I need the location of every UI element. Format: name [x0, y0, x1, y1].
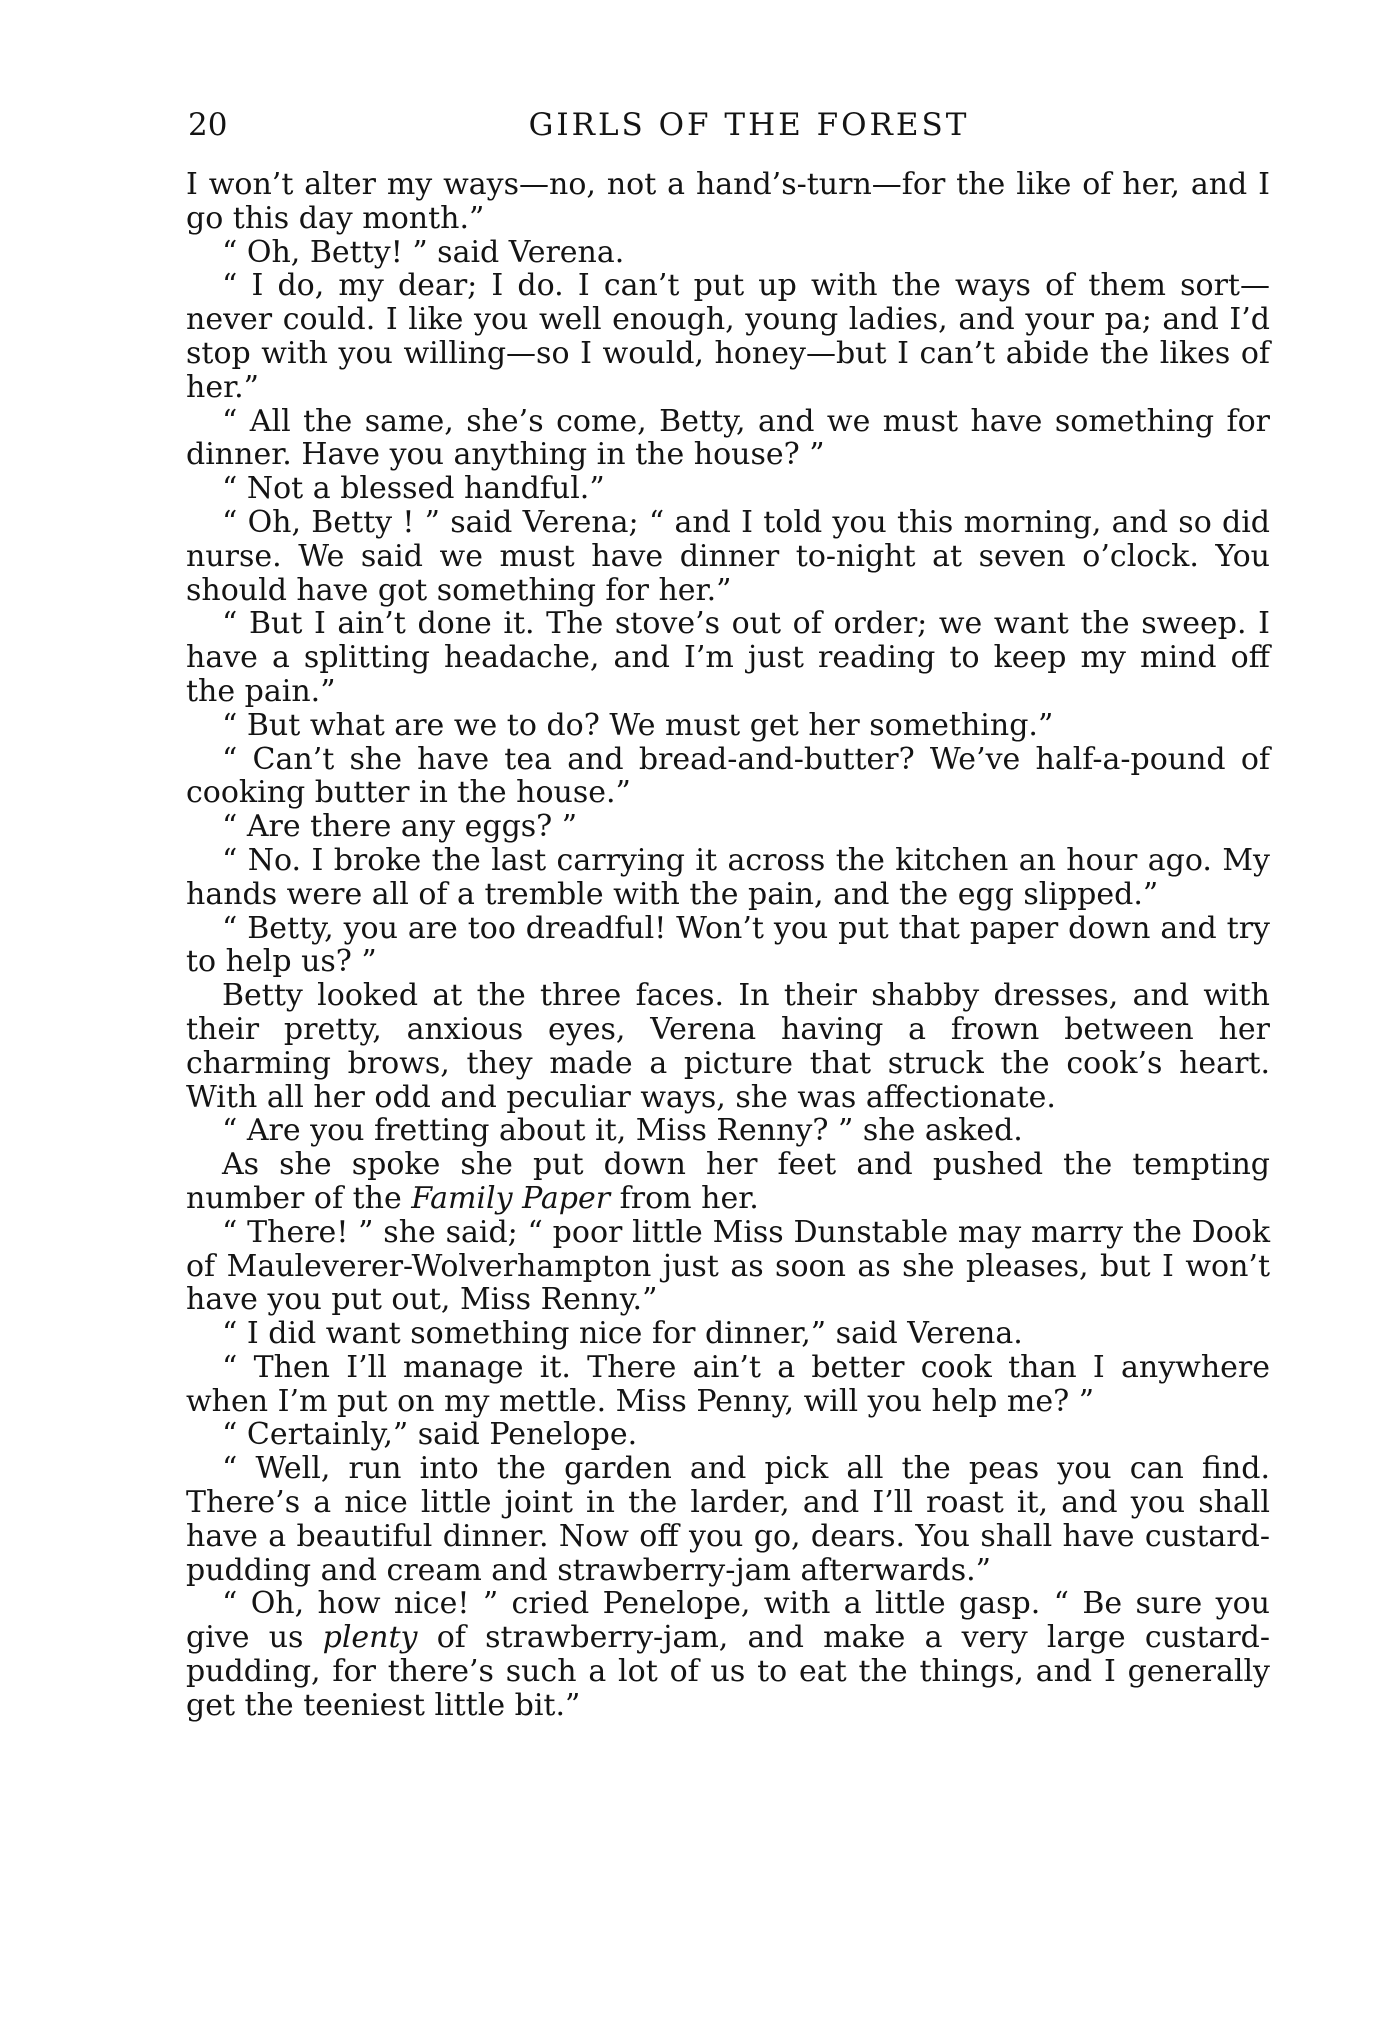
paragraph: “ Certainly,” said Penelope.	[222, 1417, 638, 1453]
running-head	[188, 103, 1270, 147]
paragraph: “ Oh, Betty! ” said Verena.	[222, 234, 625, 270]
paragraph: “ I do, my dear; I do. I can’t put up with the ways of them sort—never could. I like you well enough, young ladies, and your pa; and I’d stop with you willing—so I would, honey—but I can’t abide the likes of her.”	[186, 268, 1270, 405]
paragraph: “ Can’t she have tea and bread-and-butter? We’ve half-a-pound of cooking butter in the house.”	[186, 741, 1270, 811]
paragraph: “ Are you fretting about it, Miss Renny? ” she asked.	[222, 1113, 1023, 1149]
paragraph-text: of strawberry-jam, and make a very large custard-pudding, for there’s such a lot of us to eat the things, and I generally get the teeniest little bit.”	[186, 1620, 1270, 1723]
paragraph: “ Well, run into the garden and pick all the peas you can find. There’s a nice little joint in the larder, and I’ll roast it, and you shall have a beautiful dinner. Now off you go, dears. You shall have custard-pudding and cream and strawberry-jam afterwards.”	[186, 1451, 1270, 1588]
paragraph: “ Not a blessed handful.”	[222, 471, 605, 507]
paragraph: “ No. I broke the last carrying it across the kitchen an hour ago. My hands were all of a tremble with the pain, and the egg slipped.”	[186, 842, 1270, 912]
italic-title: Family Paper	[411, 1180, 611, 1216]
italic-emphasis: plenty	[322, 1620, 418, 1656]
book-title: GIRLS OF THE FOREST	[528, 107, 970, 143]
paragraph: “ Then I’ll manage it. There ain’t a better cook than I anywhere when I’m put on my mettle. Miss Penny, will you help me? ”	[186, 1349, 1270, 1419]
paragraph	[186, 1148, 1270, 1216]
paragraph-text: As she spoke she put down her feet and pushed the tempting number of the	[186, 1147, 1270, 1216]
paragraph: “ Are there any eggs? ”	[222, 809, 578, 845]
paragraph	[186, 1587, 1270, 1722]
paragraph: “ Oh, Betty ! ” said Verena; “ and I told you this morning, and so did nurse. We said we must have dinner to-night at seven o’clock. You should have got something for her.”	[186, 504, 1270, 608]
paragraph: Betty looked at the three faces. In their shabby dresses, and with their pretty, anxious eyes, Verena having a frown between her charming brows, they made a picture that struck the cook’s heart. With all her odd and peculiar ways, she was affectionate.	[186, 978, 1270, 1115]
paragraph-text: “ Oh, how nice! ” cried Penelope, with a little gasp. “ Be sure you give us	[186, 1586, 1270, 1656]
body-text	[186, 168, 1270, 1723]
page-number: 20	[188, 107, 228, 143]
paragraph: “ All the same, she’s come, Betty, and we must have something for dinner. Have you anything in the house? ”	[186, 403, 1270, 473]
paragraph: “ But what are we to do? We must get her something.”	[222, 707, 1054, 743]
paragraph: I won’t alter my ways—no, not a hand’s-turn—for the like of her, and I go this day month.”	[186, 167, 1270, 236]
paragraph: “ There! ” she said; “ poor little Miss Dunstable may marry the Dook of Mauleverer-Wolverhampton just as soon as she pleases, but I won’t have you put out, Miss Renny.”	[186, 1214, 1270, 1318]
paragraph: “ I did want something nice for dinner,” said Verena.	[222, 1316, 1023, 1352]
paragraph: “ But I ain’t done it. The stove’s out of order; we want the sweep. I have a splitting headache, and I’m just reading to keep my mind off the pain.”	[186, 606, 1270, 709]
paragraph: “ Betty, you are too dreadful! Won’t you put that paper down and try to help us? ”	[186, 910, 1270, 980]
paragraph-text: from her.	[610, 1180, 759, 1216]
